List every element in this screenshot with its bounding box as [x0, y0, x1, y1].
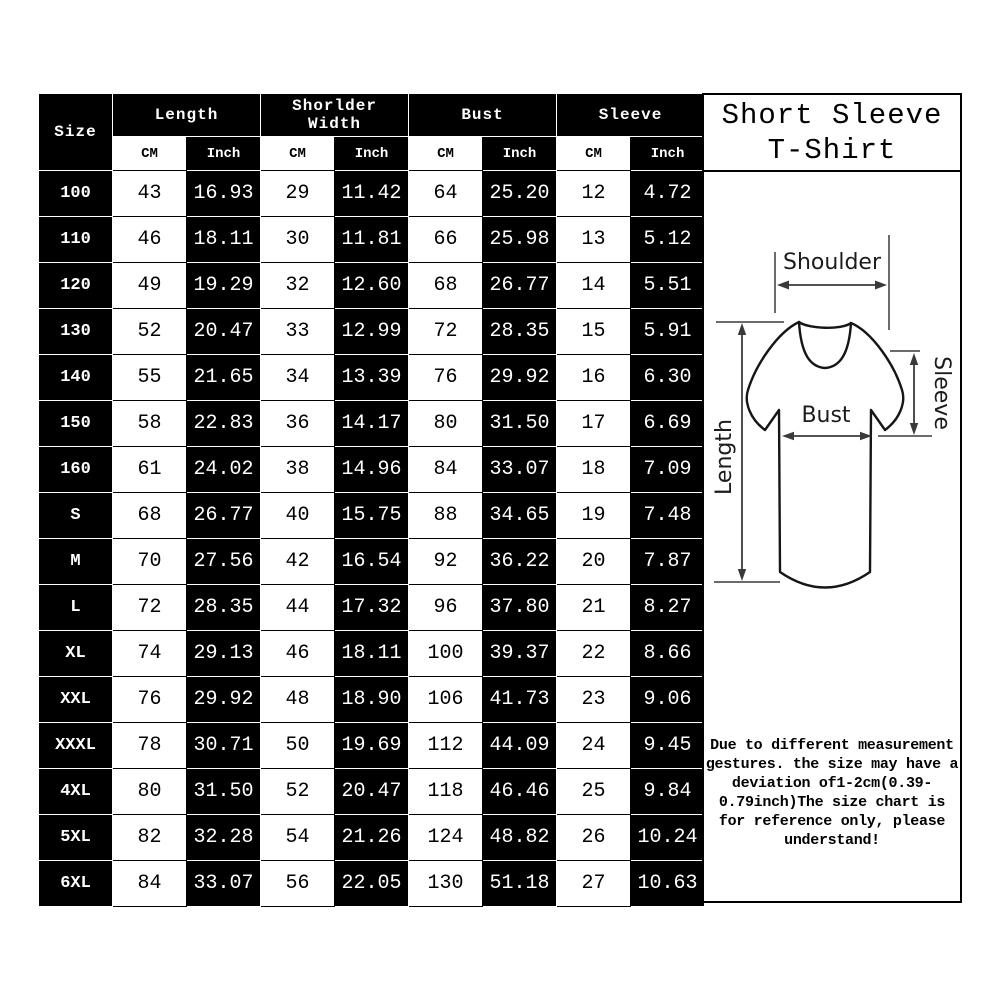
cm-value-cell: 13: [557, 217, 631, 263]
inch-value-cell: 7.48: [631, 493, 705, 539]
size-cell: 160: [39, 447, 113, 493]
inch-value-cell: 6.30: [631, 355, 705, 401]
cm-value-cell: 58: [113, 401, 187, 447]
size-table: [38, 93, 705, 907]
group-header-row: [39, 94, 705, 137]
size-cell: XXL: [39, 677, 113, 723]
sleeve-label: Sleeve: [929, 356, 954, 430]
size-cell: 4XL: [39, 769, 113, 815]
size-cell: XXXL: [39, 723, 113, 769]
inch-value-cell: 26.77: [187, 493, 261, 539]
size-cell: L: [39, 585, 113, 631]
bust-label: Bust: [801, 403, 851, 428]
inch-value-cell: 31.50: [483, 401, 557, 447]
arrowhead: [875, 281, 887, 290]
cm-value-cell: 27: [557, 861, 631, 907]
cm-value-cell: 15: [557, 309, 631, 355]
cm-value-cell: 29: [261, 171, 335, 217]
cm-value-cell: 61: [113, 447, 187, 493]
cm-value-cell: 68: [409, 263, 483, 309]
inch-value-cell: 14.96: [335, 447, 409, 493]
inch-value-cell: 8.66: [631, 631, 705, 677]
cm-value-cell: 52: [261, 769, 335, 815]
cm-value-cell: 26: [557, 815, 631, 861]
note-line: deviation of1-2cm(0.39-: [731, 775, 933, 792]
inch-value-cell: 33.07: [483, 447, 557, 493]
inch-value-cell: 33.07: [187, 861, 261, 907]
cm-value-cell: 43: [113, 171, 187, 217]
table-row: [39, 815, 705, 861]
inch-value-cell: 11.81: [335, 217, 409, 263]
inch-value-cell: 13.39: [335, 355, 409, 401]
cm-value-cell: 112: [409, 723, 483, 769]
inch-value-cell: 9.84: [631, 769, 705, 815]
cm-value-cell: 18: [557, 447, 631, 493]
arrowhead: [910, 353, 918, 365]
note-line: understand!: [784, 832, 880, 849]
cm-value-cell: 72: [409, 309, 483, 355]
cm-value-cell: 96: [409, 585, 483, 631]
table-row: [39, 447, 705, 493]
table-row: [39, 493, 705, 539]
shoulder-width-column-header: Shorlder Width: [261, 94, 409, 137]
table-row: [39, 263, 705, 309]
note-line: Due to different measurement: [710, 737, 954, 754]
inch-value-cell: 10.63: [631, 861, 705, 907]
inch-value-cell: 20.47: [187, 309, 261, 355]
inch-value-cell: 39.37: [483, 631, 557, 677]
size-cell: M: [39, 539, 113, 585]
product-title-line1: Short Sleeve: [721, 98, 943, 132]
table-row: [39, 539, 705, 585]
cm-value-cell: 72: [113, 585, 187, 631]
cm-value-cell: 33: [261, 309, 335, 355]
cm-value-cell: 16: [557, 355, 631, 401]
arrowhead: [777, 281, 789, 290]
cm-value-cell: 49: [113, 263, 187, 309]
inch-value-cell: 30.71: [187, 723, 261, 769]
table-row: [39, 769, 705, 815]
cm-value-cell: 25: [557, 769, 631, 815]
size-cell: 150: [39, 401, 113, 447]
cm-value-cell: 100: [409, 631, 483, 677]
tshirt-outline: [747, 322, 903, 588]
cm-unit-header: CM: [261, 137, 335, 171]
inch-value-cell: 48.82: [483, 815, 557, 861]
length-column-header: Length: [113, 94, 261, 137]
inch-value-cell: 25.98: [483, 217, 557, 263]
inch-value-cell: 12.99: [335, 309, 409, 355]
inch-value-cell: 34.65: [483, 493, 557, 539]
size-cell: 5XL: [39, 815, 113, 861]
size-cell: 6XL: [39, 861, 113, 907]
note-line: for reference only, please: [718, 813, 946, 830]
bust-column-header: Bust: [409, 94, 557, 137]
inch-unit-header: Inch: [335, 137, 409, 171]
inch-value-cell: 7.87: [631, 539, 705, 585]
size-table-body: [39, 171, 705, 907]
cm-value-cell: 22: [557, 631, 631, 677]
table-row: [39, 631, 705, 677]
inch-value-cell: 37.80: [483, 585, 557, 631]
unit-header-row: [39, 137, 705, 171]
cm-value-cell: 19: [557, 493, 631, 539]
cm-value-cell: 130: [409, 861, 483, 907]
cm-value-cell: 20: [557, 539, 631, 585]
length-label: Length: [712, 419, 737, 495]
inch-value-cell: 28.35: [187, 585, 261, 631]
inch-value-cell: 5.51: [631, 263, 705, 309]
cm-value-cell: 30: [261, 217, 335, 263]
inch-value-cell: 36.22: [483, 539, 557, 585]
inch-value-cell: 27.56: [187, 539, 261, 585]
inch-value-cell: 46.46: [483, 769, 557, 815]
cm-value-cell: 38: [261, 447, 335, 493]
cm-value-cell: 36: [261, 401, 335, 447]
cm-value-cell: 48: [261, 677, 335, 723]
size-cell: 140: [39, 355, 113, 401]
measurement-note: [704, 732, 960, 850]
inch-value-cell: 16.54: [335, 539, 409, 585]
cm-value-cell: 56: [261, 861, 335, 907]
cm-value-cell: 50: [261, 723, 335, 769]
inch-value-cell: 18.90: [335, 677, 409, 723]
product-title: [704, 95, 960, 172]
cm-unit-header: CM: [113, 137, 187, 171]
inch-value-cell: 9.06: [631, 677, 705, 723]
inch-value-cell: 4.72: [631, 171, 705, 217]
cm-value-cell: 84: [113, 861, 187, 907]
inch-value-cell: 14.17: [335, 401, 409, 447]
cm-value-cell: 66: [409, 217, 483, 263]
cm-value-cell: 32: [261, 263, 335, 309]
inch-value-cell: 10.24: [631, 815, 705, 861]
size-cell: XL: [39, 631, 113, 677]
table-row: [39, 677, 705, 723]
cm-unit-header: CM: [557, 137, 631, 171]
cm-value-cell: 80: [113, 769, 187, 815]
inch-value-cell: 25.20: [483, 171, 557, 217]
cm-unit-header: CM: [409, 137, 483, 171]
cm-value-cell: 80: [409, 401, 483, 447]
inch-value-cell: 51.18: [483, 861, 557, 907]
inch-value-cell: 18.11: [335, 631, 409, 677]
cm-value-cell: 21: [557, 585, 631, 631]
cm-value-cell: 44: [261, 585, 335, 631]
inch-value-cell: 8.27: [631, 585, 705, 631]
cm-value-cell: 84: [409, 447, 483, 493]
sleeve-column-header: Sleeve: [557, 94, 705, 137]
inch-value-cell: 5.12: [631, 217, 705, 263]
cm-value-cell: 55: [113, 355, 187, 401]
table-row: [39, 585, 705, 631]
table-row: [39, 171, 705, 217]
table-row: [39, 861, 705, 907]
cm-value-cell: 34: [261, 355, 335, 401]
inch-value-cell: 28.35: [483, 309, 557, 355]
inch-value-cell: 19.29: [187, 263, 261, 309]
inch-value-cell: 15.75: [335, 493, 409, 539]
cm-value-cell: 124: [409, 815, 483, 861]
inch-value-cell: 17.32: [335, 585, 409, 631]
cm-value-cell: 14: [557, 263, 631, 309]
size-cell: 100: [39, 171, 113, 217]
cm-value-cell: 88: [409, 493, 483, 539]
size-column-header: Size: [39, 94, 113, 171]
cm-value-cell: 70: [113, 539, 187, 585]
product-title-line2: T-Shirt: [767, 133, 897, 167]
note-line: gestures. the size may have a: [705, 756, 959, 773]
cm-value-cell: 24: [557, 723, 631, 769]
cm-value-cell: 46: [261, 631, 335, 677]
cm-value-cell: 118: [409, 769, 483, 815]
inch-value-cell: 18.11: [187, 217, 261, 263]
inch-value-cell: 7.09: [631, 447, 705, 493]
inch-unit-header: Inch: [631, 137, 705, 171]
cm-value-cell: 23: [557, 677, 631, 723]
cm-value-cell: 76: [113, 677, 187, 723]
inch-unit-header: Inch: [187, 137, 261, 171]
right-panel: [702, 93, 962, 903]
inch-value-cell: 32.28: [187, 815, 261, 861]
cm-value-cell: 64: [409, 171, 483, 217]
size-cell: 130: [39, 309, 113, 355]
cm-value-cell: 74: [113, 631, 187, 677]
arrowhead: [738, 323, 746, 335]
inch-value-cell: 29.92: [483, 355, 557, 401]
cm-value-cell: 82: [113, 815, 187, 861]
inch-value-cell: 24.02: [187, 447, 261, 493]
inch-value-cell: 16.93: [187, 171, 261, 217]
table-row: [39, 355, 705, 401]
inch-value-cell: 22.05: [335, 861, 409, 907]
arrowhead: [910, 423, 918, 435]
size-cell: 120: [39, 263, 113, 309]
cm-value-cell: 76: [409, 355, 483, 401]
inch-value-cell: 21.65: [187, 355, 261, 401]
inch-unit-header: Inch: [483, 137, 557, 171]
inch-value-cell: 6.69: [631, 401, 705, 447]
tshirt-measurement-diagram: [704, 172, 960, 732]
cm-value-cell: 17: [557, 401, 631, 447]
arrowhead: [738, 569, 746, 581]
inch-value-cell: 20.47: [335, 769, 409, 815]
note-line: 0.79inch)The size chart is: [718, 794, 946, 811]
table-row: [39, 217, 705, 263]
inch-value-cell: 31.50: [187, 769, 261, 815]
cm-value-cell: 54: [261, 815, 335, 861]
inch-value-cell: 26.77: [483, 263, 557, 309]
cm-value-cell: 68: [113, 493, 187, 539]
inch-value-cell: 44.09: [483, 723, 557, 769]
inch-value-cell: 19.69: [335, 723, 409, 769]
cm-value-cell: 42: [261, 539, 335, 585]
cm-value-cell: 92: [409, 539, 483, 585]
inch-value-cell: 29.92: [187, 677, 261, 723]
size-cell: 110: [39, 217, 113, 263]
shoulder-label: Shoulder: [783, 250, 881, 275]
cm-value-cell: 12: [557, 171, 631, 217]
inch-value-cell: 11.42: [335, 171, 409, 217]
inch-value-cell: 21.26: [335, 815, 409, 861]
cm-value-cell: 40: [261, 493, 335, 539]
inch-value-cell: 22.83: [187, 401, 261, 447]
cm-value-cell: 106: [409, 677, 483, 723]
cm-value-cell: 52: [113, 309, 187, 355]
table-row: [39, 401, 705, 447]
size-cell: S: [39, 493, 113, 539]
table-row: [39, 723, 705, 769]
inch-value-cell: 9.45: [631, 723, 705, 769]
table-row: [39, 309, 705, 355]
cm-value-cell: 78: [113, 723, 187, 769]
inch-value-cell: 12.60: [335, 263, 409, 309]
cm-value-cell: 46: [113, 217, 187, 263]
inch-value-cell: 41.73: [483, 677, 557, 723]
inch-value-cell: 29.13: [187, 631, 261, 677]
inch-value-cell: 5.91: [631, 309, 705, 355]
